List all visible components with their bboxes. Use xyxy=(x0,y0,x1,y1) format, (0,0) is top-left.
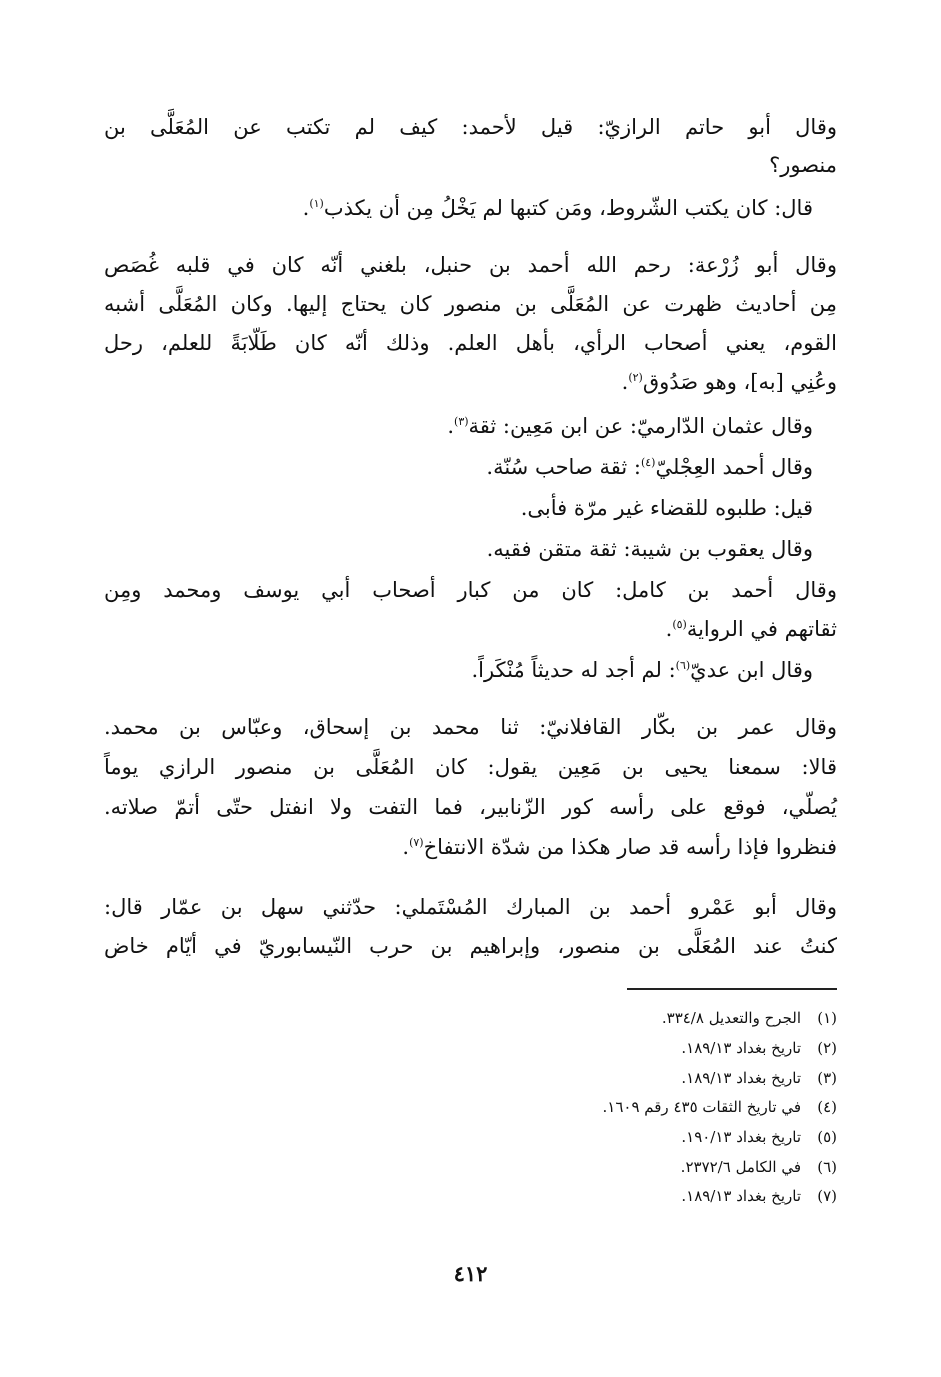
text-line: وقال أبو عَمْرو أحمد بن المبارك المُسْتَملي: حدّثني سهل بن عمّار قال: xyxy=(104,895,837,919)
text-line: وقال عثمان الدّارميّ: عن ابن مَعِين: ثقة$^{(٣)}$. xyxy=(447,414,813,438)
footnote: (٤)في تاريخ الثقات ٤٣٥ رقم ١٦٠٩. xyxy=(602,1098,837,1116)
footnote-ref: (٤) xyxy=(640,456,656,469)
text-line: قال: كان يكتب الشّروط، ومَن كتبها لم يَخْلُ مِن أن يكذب$^{(١)}$. xyxy=(302,196,813,220)
footnote: (١)الجرح والتعديل ٣٣٤/٨. xyxy=(661,1009,837,1027)
footnote: (٢)تاريخ بغداد ١٨٩/١٣. xyxy=(681,1039,837,1057)
footnote: (٥)تاريخ بغداد ١٩٠/١٣. xyxy=(681,1128,837,1146)
text-line: مِن أحاديث ظهرت عن المُعَلَّى بن منصور كان يحتاج إليها. وكان المُعَلَّى أشبه xyxy=(104,292,837,316)
text-line: فنظروا فإذا رأسه قد صار هكذا من شدّة الانتفاخ$^{(٧)}$. xyxy=(402,835,837,859)
footnote-ref: (٧) xyxy=(409,836,424,849)
text-line: قالا: سمعنا يحيى بن مَعِين يقول: كان المُعَلَّى بن منصور الرازي يوماً xyxy=(104,755,837,779)
text-line: وقال أبو زُرْعة: رحم الله أحمد بن حنبل، بلغني أنّه كان في قلبه غُصَص xyxy=(104,253,837,277)
text-line: وقال عمر بن بكّار القافلانيّ: ثنا محمد بن إسحاق، وعبّاس بن محمد. xyxy=(104,715,837,739)
footnote-divider xyxy=(627,988,837,990)
page-number: ٤١٢ xyxy=(453,1261,488,1286)
footnote-ref: (٦) xyxy=(675,659,691,672)
text-line: منصور؟ xyxy=(769,153,837,177)
text-line: وقال يعقوب بن شيبة: ثقة متقن فقيه. xyxy=(486,537,813,561)
text-line: كنتُ عند المُعَلَّى بن منصور، وإبراهيم بن حرب النّيسابوريّ في أيّام خاض xyxy=(104,934,837,958)
footnote-ref: (٢) xyxy=(628,371,643,384)
text-line: قيل: طلبوه للقضاء غير مرّة فأبى. xyxy=(520,496,813,520)
text-line: وقال أحمد بن كامل: كان من كبار أصحاب أبي يوسف ومحمد ومِن xyxy=(104,578,837,602)
text-line: وقال ابن عديّ$^{(٦)}$: لم أجد له حديثاً مُنْكَراً. xyxy=(471,658,813,682)
footnote: (٦)في الكامل ٢٣٧٢/٦. xyxy=(680,1158,837,1176)
text-line: وعُنِي [به]، وهو صَدُوق$^{(٢)}$. xyxy=(621,370,837,394)
text-line: وقال أبو حاتم الرازيّ: قيل لأحمد: كيف لم تكتب عن المُعَلَّى بن xyxy=(104,115,837,139)
footnote-ref: (٥) xyxy=(672,618,687,631)
footnote: (٣)تاريخ بغداد ١٨٩/١٣. xyxy=(681,1069,837,1087)
text-line: ثقاتهم في الرواية$^{(٥)}$. xyxy=(665,617,837,641)
footnote-ref: (١) xyxy=(309,197,324,210)
text-line: يُصلّي، فوقع على رأسه كور الزّنابير، فما التفت ولا انفتل حتّى أتمّ صلاته. xyxy=(104,795,837,819)
text-line: القوم، يعني أصحاب الرأي، بأهل العلم. وذلك أنّه كان طَلّابَةً للعلم، رحل xyxy=(104,331,837,355)
footnote: (٧)تاريخ بغداد ١٨٩/١٣. xyxy=(681,1187,837,1205)
footnote-ref: (٣) xyxy=(454,415,469,428)
text-line: وقال أحمد العِجْليّ$^{(٤)}$: ثقة صاحب سُنّة. xyxy=(486,455,813,479)
